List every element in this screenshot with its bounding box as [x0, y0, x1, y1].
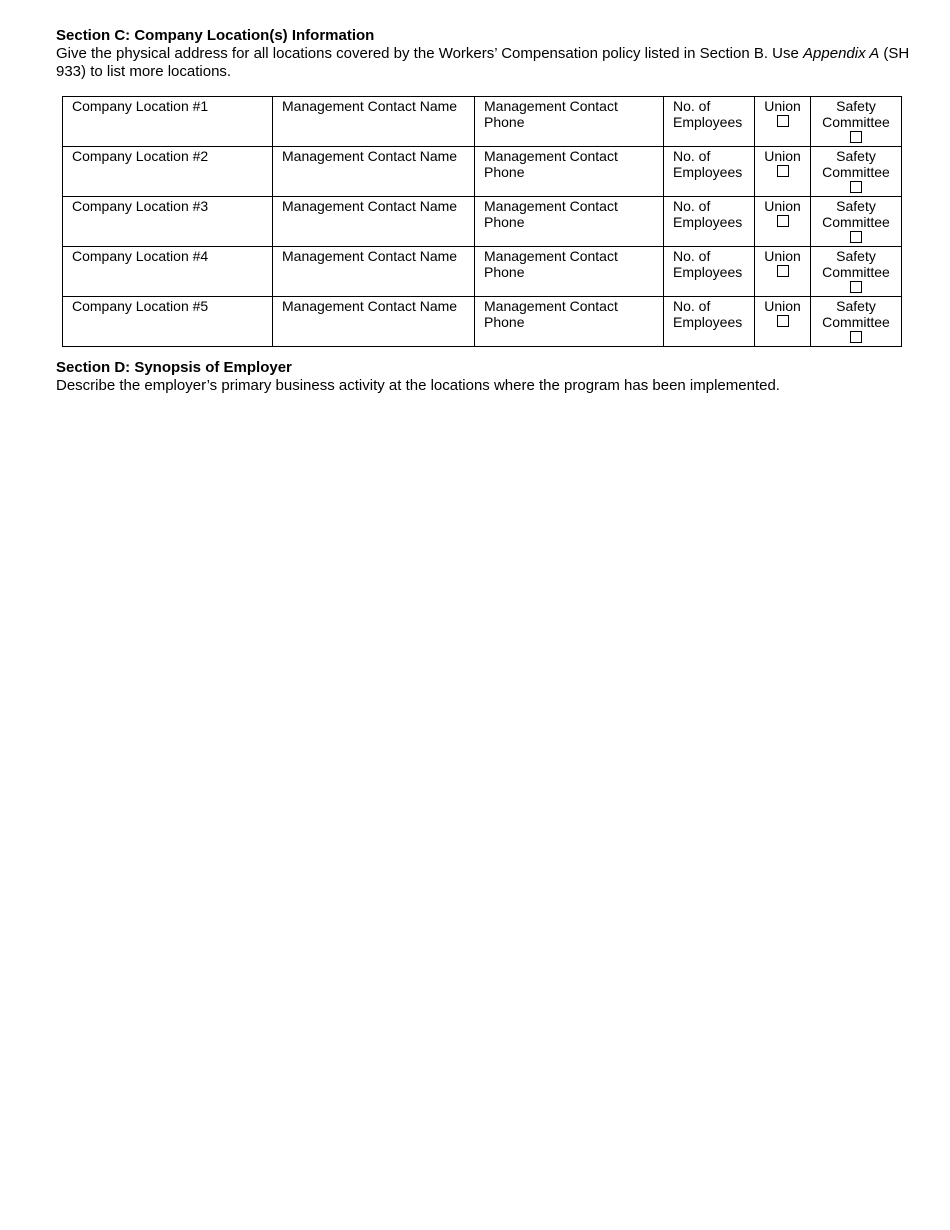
safety-committee-checkbox[interactable]	[850, 181, 862, 193]
section-d-description: Describe the employer’s primary business activity at the locations where the program has been implemented.	[56, 377, 780, 394]
location-row	[63, 197, 902, 247]
location-row	[63, 147, 902, 197]
management-contact-name-field[interactable]: Management Contact Name	[273, 297, 475, 347]
company-location-field[interactable]: Company Location #3	[63, 197, 273, 247]
section-c-title: Section C: Company Location(s) Information	[56, 27, 375, 44]
section-c-desc-part2: (SH 933) to list more locations.	[56, 45, 910, 80]
management-contact-name-field[interactable]: Management Contact Name	[273, 147, 475, 197]
management-contact-phone-field[interactable]: Management Contact Phone	[475, 197, 664, 247]
location-row	[63, 297, 902, 347]
union-label: Union	[764, 248, 801, 264]
union-label: Union	[764, 98, 801, 114]
union-checkbox[interactable]	[777, 115, 789, 127]
safety-committee-checkbox[interactable]	[850, 131, 862, 143]
number-of-employees-field[interactable]: No. of Employees	[664, 97, 755, 147]
management-contact-phone-field[interactable]: Management Contact Phone	[475, 147, 664, 197]
safety-committee-cell: Safety Committee	[811, 147, 902, 197]
company-location-field[interactable]: Company Location #5	[63, 297, 273, 347]
union-cell	[755, 297, 811, 347]
company-location-field[interactable]: Company Location #2	[63, 147, 273, 197]
safety-committee-cell: Safety Committee	[811, 297, 902, 347]
location-row	[63, 97, 902, 147]
section-d-title: Section D: Synopsis of Employer	[56, 359, 292, 376]
company-location-field[interactable]: Company Location #1	[63, 97, 273, 147]
location-row	[63, 247, 902, 297]
company-location-field[interactable]: Company Location #4	[63, 247, 273, 297]
safety-committee-cell: Safety Committee	[811, 247, 902, 297]
safety-committee-cell: Safety Committee	[811, 97, 902, 147]
union-checkbox[interactable]	[777, 215, 789, 227]
section-c-description	[56, 45, 916, 81]
union-cell	[755, 247, 811, 297]
union-label: Union	[764, 148, 801, 164]
management-contact-phone-field[interactable]: Management Contact Phone	[475, 297, 664, 347]
union-cell	[755, 197, 811, 247]
appendix-a-reference: Appendix A	[803, 45, 880, 62]
union-label: Union	[764, 298, 801, 314]
number-of-employees-field[interactable]: No. of Employees	[664, 147, 755, 197]
safety-committee-checkbox[interactable]	[850, 231, 862, 243]
management-contact-phone-field[interactable]: Management Contact Phone	[475, 247, 664, 297]
safety-committee-checkbox[interactable]	[850, 331, 862, 343]
management-contact-phone-field[interactable]: Management Contact Phone	[475, 97, 664, 147]
number-of-employees-field[interactable]: No. of Employees	[664, 297, 755, 347]
number-of-employees-field[interactable]: No. of Employees	[664, 197, 755, 247]
management-contact-name-field[interactable]: Management Contact Name	[273, 247, 475, 297]
management-contact-name-field[interactable]: Management Contact Name	[273, 97, 475, 147]
number-of-employees-field[interactable]: No. of Employees	[664, 247, 755, 297]
company-locations-table	[62, 96, 902, 347]
union-checkbox[interactable]	[777, 265, 789, 277]
section-c-desc-part1: Give the physical address for all locations covered by the Workers’ Compensation policy listed in Section B. Use	[56, 45, 804, 62]
safety-committee-checkbox[interactable]	[850, 281, 862, 293]
safety-committee-cell: Safety Committee	[811, 197, 902, 247]
management-contact-name-field[interactable]: Management Contact Name	[273, 197, 475, 247]
union-checkbox[interactable]	[777, 165, 789, 177]
union-checkbox[interactable]	[777, 315, 789, 327]
union-cell	[755, 147, 811, 197]
union-cell	[755, 97, 811, 147]
union-label: Union	[764, 198, 801, 214]
